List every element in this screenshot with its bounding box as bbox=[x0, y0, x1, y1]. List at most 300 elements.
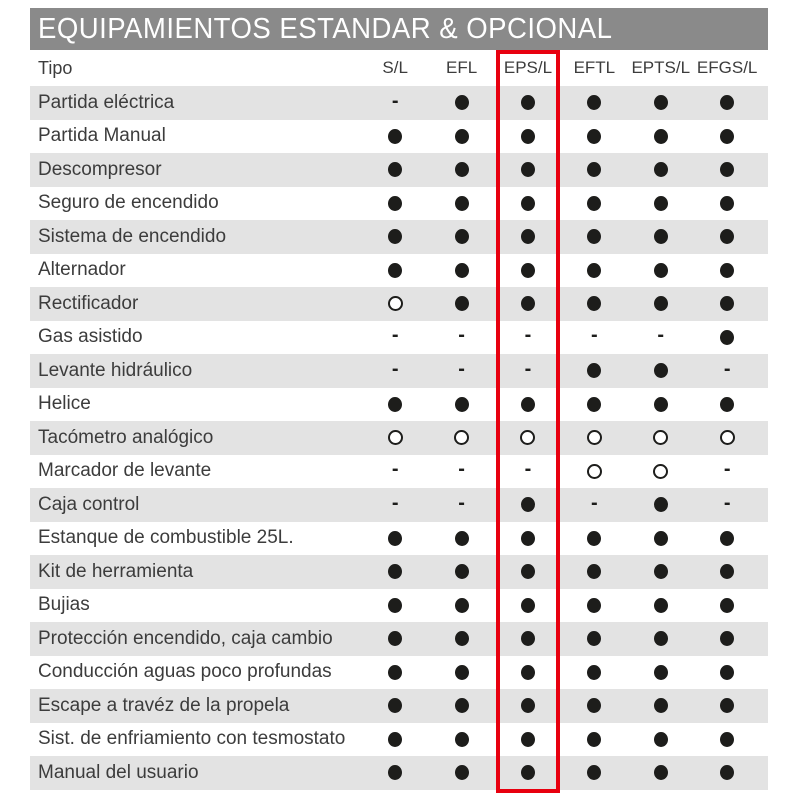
row-label: Seguro de encendido bbox=[38, 192, 219, 214]
value-cell bbox=[362, 564, 428, 579]
value-cell bbox=[362, 698, 428, 713]
filled-circle-icon bbox=[720, 296, 734, 311]
filled-circle-icon bbox=[455, 765, 469, 780]
value-cell bbox=[362, 196, 428, 211]
value-cell bbox=[362, 129, 428, 144]
value-cell bbox=[628, 765, 694, 780]
table-row bbox=[30, 723, 768, 757]
filled-circle-icon bbox=[388, 765, 402, 780]
table-row bbox=[30, 120, 768, 154]
table-title-bar bbox=[30, 8, 768, 50]
filled-circle-icon bbox=[521, 263, 535, 278]
not-available-dash: - bbox=[458, 324, 465, 347]
value-cell bbox=[362, 531, 428, 546]
open-circle-icon bbox=[720, 430, 735, 445]
value-cell bbox=[628, 564, 694, 579]
filled-circle-icon bbox=[654, 296, 668, 311]
filled-circle-icon bbox=[720, 598, 734, 613]
row-label: Kit de herramienta bbox=[38, 560, 194, 582]
filled-circle-icon bbox=[587, 531, 601, 546]
filled-circle-icon bbox=[455, 531, 469, 546]
filled-circle-icon bbox=[720, 631, 734, 646]
not-available-dash: - bbox=[458, 491, 465, 514]
value-cell bbox=[362, 732, 428, 747]
table-row bbox=[30, 622, 768, 656]
value-cell bbox=[694, 430, 760, 445]
row-label: Sist. de enfriamiento con tesmostato bbox=[38, 728, 346, 750]
filled-circle-icon bbox=[720, 263, 734, 278]
value-cell bbox=[428, 732, 494, 747]
value-cell bbox=[561, 93, 627, 113]
filled-circle-icon bbox=[720, 129, 734, 144]
value-cell bbox=[628, 698, 694, 713]
table-row bbox=[30, 455, 768, 489]
not-available-dash: - bbox=[458, 357, 465, 380]
filled-circle-icon bbox=[654, 732, 668, 747]
table-row bbox=[30, 756, 768, 790]
table-row bbox=[30, 522, 768, 556]
row-label: Sistema de encendido bbox=[38, 225, 227, 247]
value-cell bbox=[628, 665, 694, 680]
value-cell bbox=[495, 430, 561, 445]
value-cell bbox=[362, 357, 428, 381]
value-cell bbox=[561, 196, 627, 211]
value-cell bbox=[694, 765, 760, 780]
value-cell bbox=[694, 93, 760, 113]
filled-circle-icon bbox=[521, 95, 535, 110]
table-row bbox=[30, 187, 768, 221]
value-cell bbox=[628, 263, 694, 278]
filled-circle-icon bbox=[388, 229, 402, 244]
filled-circle-icon bbox=[388, 631, 402, 646]
value-cell bbox=[428, 162, 494, 177]
value-cell bbox=[428, 765, 494, 780]
value-cell bbox=[628, 229, 694, 244]
column-header-s-l: S/L bbox=[382, 58, 408, 77]
filled-circle-icon bbox=[654, 363, 668, 378]
value-cell bbox=[428, 698, 494, 713]
filled-circle-icon bbox=[654, 598, 668, 613]
filled-circle-icon bbox=[654, 196, 668, 211]
filled-circle-icon bbox=[388, 531, 402, 546]
filled-circle-icon bbox=[521, 196, 535, 211]
value-cell bbox=[428, 129, 494, 144]
value-cell bbox=[495, 732, 561, 747]
value-cell bbox=[628, 196, 694, 211]
value-cell bbox=[694, 531, 760, 546]
value-cell bbox=[428, 324, 494, 347]
value-cell bbox=[495, 93, 561, 113]
value-cell bbox=[628, 162, 694, 177]
value-cell bbox=[428, 229, 494, 244]
not-available-dash: - bbox=[591, 324, 598, 347]
filled-circle-icon bbox=[455, 631, 469, 646]
value-cell bbox=[495, 196, 561, 211]
filled-circle-icon bbox=[587, 765, 601, 780]
value-cell bbox=[362, 598, 428, 613]
filled-circle-icon bbox=[587, 732, 601, 747]
row-label: Partida Manual bbox=[38, 125, 166, 147]
value-cell bbox=[628, 430, 694, 445]
not-available-dash: - bbox=[391, 458, 399, 481]
value-cell bbox=[495, 324, 561, 347]
value-cell bbox=[694, 327, 760, 347]
header-row bbox=[30, 50, 768, 86]
value-cell bbox=[495, 397, 561, 412]
filled-circle-icon bbox=[654, 497, 668, 512]
value-cell bbox=[628, 732, 694, 747]
filled-circle-icon bbox=[455, 95, 469, 110]
filled-circle-icon bbox=[521, 296, 535, 311]
value-cell bbox=[495, 458, 561, 481]
value-cell bbox=[561, 263, 627, 278]
model-column-headers bbox=[362, 58, 760, 78]
filled-circle-icon bbox=[455, 196, 469, 211]
value-cell bbox=[428, 296, 494, 311]
value-cell bbox=[561, 397, 627, 412]
value-cell bbox=[428, 598, 494, 613]
filled-circle-icon bbox=[521, 497, 535, 512]
value-cell bbox=[561, 129, 627, 144]
value-cell bbox=[694, 129, 760, 144]
filled-circle-icon bbox=[587, 229, 601, 244]
open-circle-icon bbox=[587, 464, 602, 479]
table-row bbox=[30, 656, 768, 690]
filled-circle-icon bbox=[455, 564, 469, 579]
row-label: Tacómetro analógico bbox=[38, 426, 214, 448]
row-label: Escape a travéz de la propela bbox=[38, 694, 290, 716]
table-row bbox=[30, 153, 768, 187]
value-cell bbox=[362, 491, 428, 515]
filled-circle-icon bbox=[521, 162, 535, 177]
value-cell bbox=[561, 564, 627, 579]
column-header-tipo: Tipo bbox=[38, 57, 73, 78]
value-cell bbox=[694, 458, 760, 481]
table-row bbox=[30, 287, 768, 321]
value-cell bbox=[561, 598, 627, 613]
row-label: Partida eléctrica bbox=[38, 91, 175, 113]
row-label: Bujias bbox=[38, 594, 90, 616]
value-cell bbox=[694, 564, 760, 579]
value-cell bbox=[694, 698, 760, 713]
filled-circle-icon bbox=[388, 129, 402, 144]
open-circle-icon bbox=[587, 430, 602, 445]
filled-circle-icon bbox=[521, 229, 535, 244]
filled-circle-icon bbox=[654, 229, 668, 244]
filled-circle-icon bbox=[455, 229, 469, 244]
filled-circle-icon bbox=[587, 363, 601, 378]
value-cell bbox=[561, 531, 627, 546]
value-cell bbox=[428, 665, 494, 680]
value-cell bbox=[694, 196, 760, 211]
column-header-eps-l: EPS/L bbox=[503, 58, 553, 77]
value-cell bbox=[495, 229, 561, 244]
filled-circle-icon bbox=[521, 129, 535, 144]
value-cell bbox=[628, 461, 694, 481]
column-header-epts-l: EPTS/L bbox=[631, 58, 691, 77]
value-cell bbox=[428, 263, 494, 278]
value-cell bbox=[362, 765, 428, 780]
table-row bbox=[30, 388, 768, 422]
value-cell bbox=[561, 296, 627, 311]
value-cell bbox=[362, 229, 428, 244]
filled-circle-icon bbox=[521, 765, 535, 780]
value-cell bbox=[694, 397, 760, 412]
row-label: Levante hidráulico bbox=[38, 359, 193, 381]
filled-circle-icon bbox=[587, 196, 601, 211]
row-label: Helice bbox=[38, 393, 91, 415]
row-label: Marcador de levante bbox=[38, 460, 212, 482]
filled-circle-icon bbox=[521, 598, 535, 613]
filled-circle-icon bbox=[654, 397, 668, 412]
table-row bbox=[30, 421, 768, 455]
value-cell bbox=[495, 531, 561, 546]
filled-circle-icon bbox=[388, 162, 402, 177]
value-cell bbox=[495, 357, 561, 381]
table-row bbox=[30, 689, 768, 723]
filled-circle-icon bbox=[654, 698, 668, 713]
column-header-efl: EFL bbox=[445, 58, 478, 77]
not-available-dash: - bbox=[524, 324, 532, 347]
value-cell bbox=[428, 196, 494, 211]
value-cell bbox=[561, 698, 627, 713]
value-cell bbox=[362, 631, 428, 646]
not-available-dash: - bbox=[723, 458, 731, 481]
filled-circle-icon bbox=[654, 95, 668, 110]
filled-circle-icon bbox=[587, 162, 601, 177]
not-available-dash: - bbox=[524, 458, 532, 481]
filled-circle-icon bbox=[587, 631, 601, 646]
value-cell bbox=[495, 698, 561, 713]
value-cell bbox=[628, 531, 694, 546]
filled-circle-icon bbox=[455, 296, 469, 311]
value-cell bbox=[628, 631, 694, 646]
table-row bbox=[30, 354, 768, 388]
open-circle-icon bbox=[520, 430, 535, 445]
value-cell bbox=[428, 458, 494, 481]
not-available-dash: - bbox=[723, 491, 731, 514]
open-circle-icon bbox=[388, 430, 403, 445]
filled-circle-icon bbox=[587, 95, 601, 110]
not-available-dash: - bbox=[591, 491, 598, 514]
filled-circle-icon bbox=[720, 732, 734, 747]
filled-circle-icon bbox=[587, 598, 601, 613]
filled-circle-icon bbox=[455, 397, 469, 412]
value-cell bbox=[694, 732, 760, 747]
filled-circle-icon bbox=[455, 263, 469, 278]
value-cell bbox=[561, 631, 627, 646]
filled-circle-icon bbox=[455, 598, 469, 613]
filled-circle-icon bbox=[455, 665, 469, 680]
equipment-spec-table bbox=[30, 8, 768, 790]
column-header-eftl: EFTL bbox=[573, 58, 616, 77]
filled-circle-icon bbox=[388, 598, 402, 613]
value-cell bbox=[561, 665, 627, 680]
table-row bbox=[30, 86, 768, 120]
table-row bbox=[30, 555, 768, 589]
open-circle-icon bbox=[454, 430, 469, 445]
open-circle-icon bbox=[653, 430, 668, 445]
filled-circle-icon bbox=[654, 631, 668, 646]
not-available-dash: - bbox=[657, 324, 665, 347]
filled-circle-icon bbox=[521, 531, 535, 546]
filled-circle-icon bbox=[388, 196, 402, 211]
filled-circle-icon bbox=[720, 196, 734, 211]
row-label: Alternador bbox=[38, 259, 126, 281]
row-label: Conducción aguas poco profundas bbox=[38, 661, 332, 683]
filled-circle-icon bbox=[720, 698, 734, 713]
value-cell bbox=[362, 263, 428, 278]
value-cell bbox=[561, 430, 627, 445]
filled-circle-icon bbox=[388, 564, 402, 579]
filled-circle-icon bbox=[587, 296, 601, 311]
value-cell bbox=[428, 531, 494, 546]
not-available-dash: - bbox=[723, 357, 731, 380]
value-cell bbox=[694, 357, 760, 381]
not-available-dash: - bbox=[391, 324, 399, 347]
value-cell bbox=[428, 397, 494, 412]
filled-circle-icon bbox=[587, 129, 601, 144]
value-cell bbox=[362, 397, 428, 412]
value-cell bbox=[495, 631, 561, 646]
value-cell bbox=[428, 357, 494, 381]
filled-circle-icon bbox=[720, 531, 734, 546]
filled-circle-icon bbox=[654, 665, 668, 680]
value-cell bbox=[694, 263, 760, 278]
value-cell bbox=[362, 296, 428, 311]
open-circle-icon bbox=[388, 296, 403, 311]
value-cell bbox=[428, 491, 494, 515]
table-row bbox=[30, 488, 768, 522]
filled-circle-icon bbox=[521, 631, 535, 646]
filled-circle-icon bbox=[388, 397, 402, 412]
value-cell bbox=[428, 430, 494, 445]
value-cell bbox=[561, 162, 627, 177]
value-cell bbox=[362, 458, 428, 481]
value-cell bbox=[694, 631, 760, 646]
value-cell bbox=[495, 263, 561, 278]
value-cell bbox=[628, 93, 694, 113]
filled-circle-icon bbox=[455, 162, 469, 177]
page-title: EQUIPAMIENTOS ESTANDAR & OPCIONAL bbox=[38, 12, 613, 45]
not-available-dash: - bbox=[391, 357, 399, 380]
value-cell bbox=[628, 361, 694, 381]
filled-circle-icon bbox=[720, 330, 734, 345]
filled-circle-icon bbox=[654, 564, 668, 579]
value-cell bbox=[694, 598, 760, 613]
open-circle-icon bbox=[653, 464, 668, 479]
value-cell bbox=[561, 229, 627, 244]
table-row bbox=[30, 321, 768, 355]
value-cell bbox=[428, 564, 494, 579]
row-label: Gas asistido bbox=[38, 326, 143, 348]
table-row bbox=[30, 254, 768, 288]
value-cell bbox=[495, 765, 561, 780]
filled-circle-icon bbox=[455, 698, 469, 713]
not-available-dash: - bbox=[458, 458, 465, 481]
value-cell bbox=[694, 296, 760, 311]
row-label: Caja control bbox=[38, 493, 140, 515]
value-cell bbox=[495, 296, 561, 311]
filled-circle-icon bbox=[587, 698, 601, 713]
filled-circle-icon bbox=[587, 564, 601, 579]
filled-circle-icon bbox=[587, 665, 601, 680]
filled-circle-icon bbox=[521, 698, 535, 713]
filled-circle-icon bbox=[654, 765, 668, 780]
value-cell bbox=[561, 491, 627, 515]
value-cell bbox=[362, 665, 428, 680]
not-available-dash: - bbox=[391, 89, 399, 112]
value-cell bbox=[561, 765, 627, 780]
filled-circle-icon bbox=[587, 397, 601, 412]
filled-circle-icon bbox=[654, 263, 668, 278]
column-header-efgs-l: EFGS/L bbox=[696, 58, 758, 77]
value-cell bbox=[628, 296, 694, 311]
row-label: Rectificador bbox=[38, 292, 139, 314]
value-cell bbox=[628, 397, 694, 412]
value-cell bbox=[495, 162, 561, 177]
filled-circle-icon bbox=[521, 564, 535, 579]
filled-circle-icon bbox=[455, 732, 469, 747]
value-cell bbox=[495, 598, 561, 613]
value-cell bbox=[628, 129, 694, 144]
filled-circle-icon bbox=[720, 397, 734, 412]
value-cell bbox=[628, 495, 694, 515]
filled-circle-icon bbox=[654, 531, 668, 546]
value-cell bbox=[628, 324, 694, 347]
not-available-dash: - bbox=[391, 491, 399, 514]
table-row bbox=[30, 220, 768, 254]
value-cell bbox=[495, 495, 561, 515]
not-available-dash: - bbox=[524, 357, 532, 380]
value-cell bbox=[362, 324, 428, 347]
table-row bbox=[30, 589, 768, 623]
filled-circle-icon bbox=[720, 665, 734, 680]
value-cell bbox=[694, 491, 760, 515]
filled-circle-icon bbox=[388, 732, 402, 747]
filled-circle-icon bbox=[720, 162, 734, 177]
value-cell bbox=[694, 162, 760, 177]
value-cell bbox=[561, 361, 627, 381]
value-cell bbox=[495, 564, 561, 579]
value-cell bbox=[495, 665, 561, 680]
value-cell bbox=[362, 162, 428, 177]
filled-circle-icon bbox=[521, 732, 535, 747]
row-label: Estanque de combustible 25L. bbox=[38, 527, 294, 549]
row-label: Manual del usuario bbox=[38, 761, 199, 783]
row-label: Descompresor bbox=[38, 158, 162, 180]
value-cell bbox=[628, 598, 694, 613]
value-cell bbox=[428, 93, 494, 113]
row-label: Protección encendido, caja cambio bbox=[38, 627, 333, 649]
filled-circle-icon bbox=[720, 95, 734, 110]
value-cell bbox=[495, 129, 561, 144]
value-cell bbox=[561, 461, 627, 481]
filled-circle-icon bbox=[388, 665, 402, 680]
value-cell bbox=[694, 665, 760, 680]
filled-circle-icon bbox=[388, 263, 402, 278]
filled-circle-icon bbox=[654, 129, 668, 144]
value-cell bbox=[428, 631, 494, 646]
value-cell bbox=[561, 324, 627, 347]
table-body bbox=[30, 86, 768, 790]
filled-circle-icon bbox=[388, 698, 402, 713]
filled-circle-icon bbox=[521, 397, 535, 412]
filled-circle-icon bbox=[455, 129, 469, 144]
filled-circle-icon bbox=[654, 162, 668, 177]
filled-circle-icon bbox=[720, 564, 734, 579]
value-cell bbox=[362, 430, 428, 445]
